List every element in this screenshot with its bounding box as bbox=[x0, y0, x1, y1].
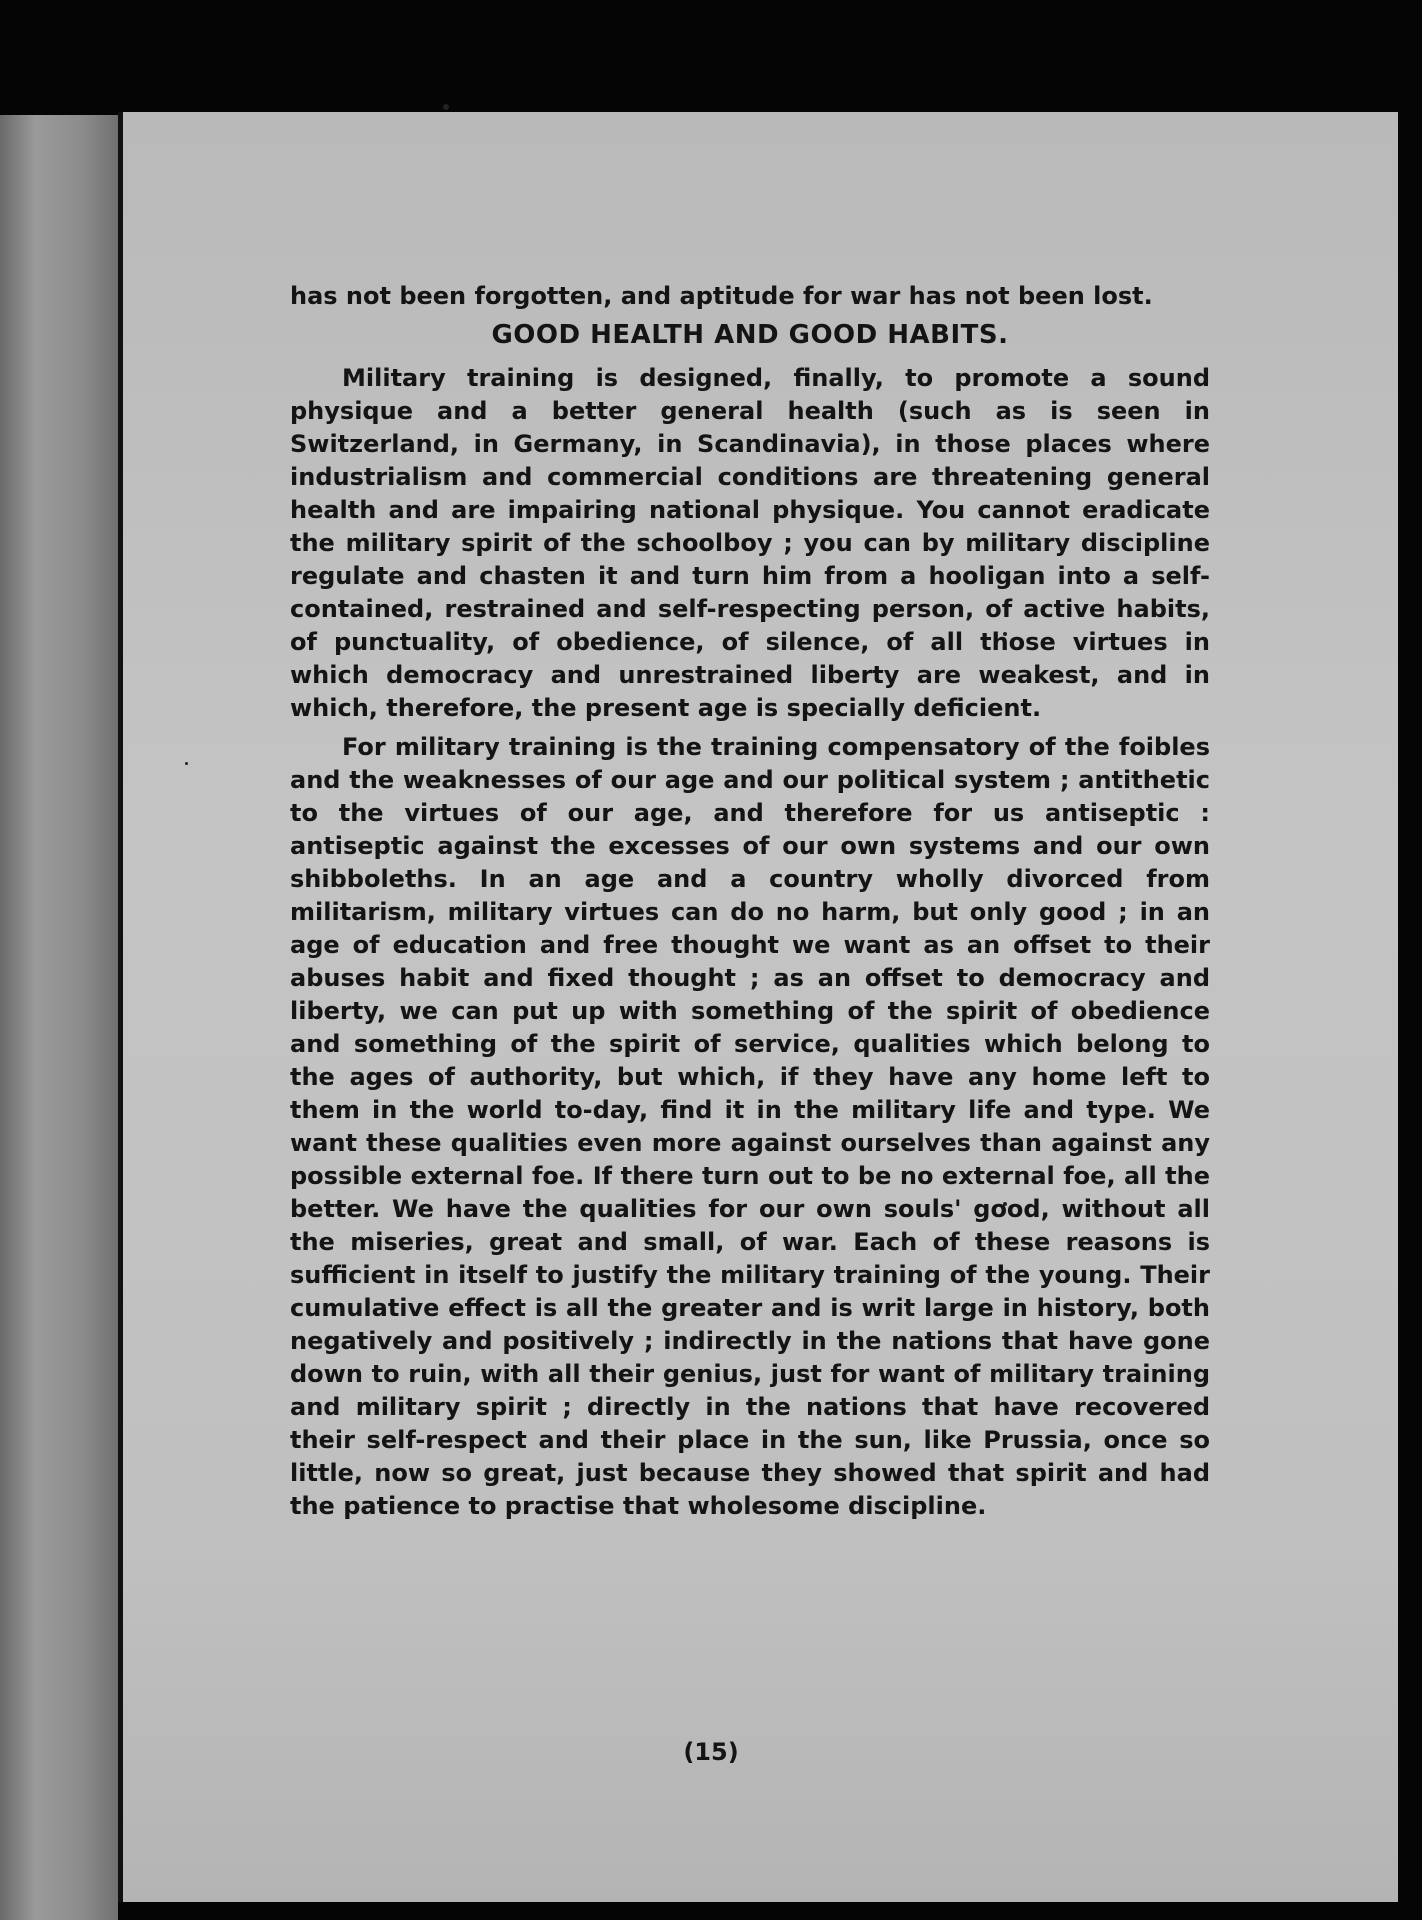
section-heading: GOOD HEALTH AND GOOD HABITS. bbox=[491, 320, 1009, 350]
previous-page-edge bbox=[0, 115, 118, 1920]
page-number: (15) bbox=[683, 1738, 739, 1766]
lead-paragraph: has not been forgotten, and aptitude for war has not been lost. bbox=[290, 282, 1153, 310]
page-text bbox=[290, 280, 1210, 1523]
paragraph-2: For military training is the training compensatory of the foibles and the weaknesses of our age and our political system ; antithetic to the virtues of our age, and therefore for us antiseptic : antiseptic against the excesses of our own systems and our own shibboleths. In an age and a country wholly divorced from militarism, military virtues can do no harm, but only good ; in an age of education and free thought we want as an offset to their abuses habit and fixed thought ; as an offset to democracy and liberty, we can put up with something of the spirit of obedience and something of the spirit of service, qualities which belong to the ages of authority, but which, if they have any home left to them in the world to-day, find it in the military life and type. We want these qualities even more against ourselves than against any possible external foe. If there turn out to be no external foe, all the better. We have the qualities for our own souls' good, without all the miseries, great and small, of war. Each of these reasons is sufficient in itself to justify the military training of the young. Their cumulative effect is all the greater and is writ large in history, both negatively and positively ; indirectly in the nations that have gone down to ruin, with all their genius, just for want of military training and military spirit ; directly in the nations that have recovered their self-respect and their place in the sun, like Prussia, once so little, now so great, just because they showed that spirit and had the patience to practise that wholesome discipline. bbox=[290, 733, 1210, 1520]
scan-speck bbox=[185, 762, 188, 765]
scan-speck bbox=[443, 104, 449, 110]
paragraph-1: Military training is designed, finally, to promote a sound physique and a better general health (such as is seen in Switzerland, in Germany, in Scandinavia), in those places where industrialism and commercial conditions are threatening general health and are impairing national physique. You cannot eradicate the military spirit of the schoolboy ; you can by military discipline regulate and chasten it and turn him from a hooligan into a self-contained, restrained and self-respecting person, of active habits, of punctuality, of obedience, of silence, of all those virtues in which democracy and unrestrained liberty are weakest, and in which, therefore, the present age is specially deficient. bbox=[290, 364, 1210, 722]
